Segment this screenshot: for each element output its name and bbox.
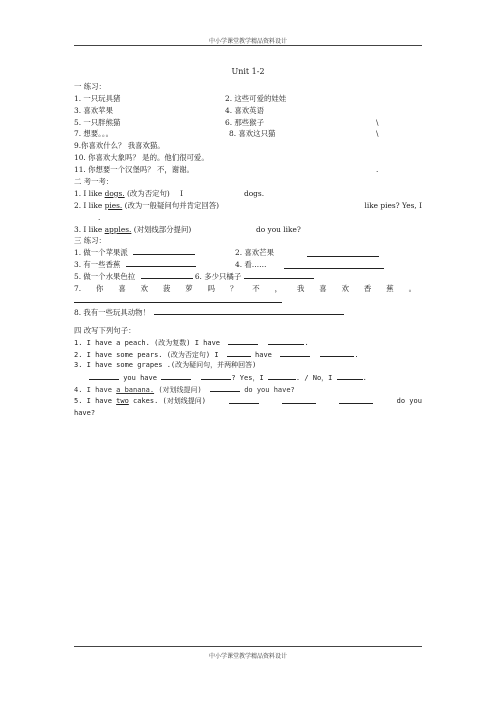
item-text: 3. I like	[74, 224, 103, 234]
list-item: have?	[74, 408, 96, 417]
answer-blank[interactable]	[210, 384, 240, 392]
section4-heading: 四 改写下列句子：	[74, 325, 136, 335]
instruction-note: (改为一般疑问句并肯定回答)	[124, 200, 220, 210]
answer-blank[interactable]	[201, 372, 231, 380]
item-text: ，	[274, 284, 283, 294]
worksheet-title: Unit 1-2	[231, 67, 265, 76]
item-text: you have	[123, 374, 157, 383]
item-text: have	[255, 350, 272, 359]
item-text: 6. 那些猴子	[225, 117, 264, 127]
underlined-word: dogs.	[104, 188, 125, 198]
list-item	[74, 212, 422, 224]
header-rule	[74, 45, 422, 46]
list-item	[74, 188, 422, 200]
item-text: .	[98, 212, 101, 222]
answer-blank[interactable]	[339, 396, 373, 404]
item-text: 欢	[341, 284, 349, 294]
item-text: 2. 这些可爱的娃娃	[225, 93, 287, 103]
item-text: 1. I have a peach. (改为复数) I have	[74, 338, 221, 347]
item-text: 蕉	[386, 284, 394, 294]
item-text: 1. 一只玩具猪	[74, 93, 121, 103]
answer-blank[interactable]	[228, 337, 258, 345]
answer-blank[interactable]	[161, 372, 191, 380]
stray-mark: .	[376, 165, 379, 175]
answer-blank[interactable]	[320, 349, 354, 357]
answer-blank[interactable]	[89, 372, 119, 380]
item-text: like pies? Yes, I	[364, 200, 422, 210]
item-text: 11. 你想要一个汉堡吗？ 不，谢谢。	[74, 165, 194, 175]
answer-blank[interactable]	[337, 372, 363, 380]
answer-blank[interactable]	[126, 259, 196, 267]
list-item: you have ? Yes，I . / No，I .	[74, 372, 422, 384]
list-item	[74, 200, 422, 212]
answer-blank[interactable]	[229, 396, 259, 404]
item-text: 香	[363, 284, 372, 294]
list-item	[74, 259, 422, 271]
item-text: 8. 喜欢这只猫	[229, 129, 276, 139]
answer-blank[interactable]	[284, 261, 384, 269]
section3-heading: 三 练习：	[74, 236, 106, 246]
item-text: 7. 想要。。。	[74, 129, 113, 139]
item-text: 7.	[74, 284, 82, 294]
item-text: 4. 喜欢英语	[225, 105, 264, 115]
item-text: 3. 喜欢苹果	[74, 105, 113, 115]
instruction-note: (对划线提问)	[158, 386, 202, 395]
underlined-word: two	[116, 397, 129, 406]
list-item: 3. I have some grapes .(改为疑问句，并两种回答)	[74, 361, 257, 370]
item-text: 2. 喜欢芒果	[235, 248, 274, 258]
item-text: 。	[408, 284, 416, 294]
item-text: 菠	[162, 284, 171, 294]
item-text: 吗	[207, 284, 216, 294]
underlined-word: pies.	[104, 200, 123, 210]
item-text: ? Yes，I	[231, 374, 264, 383]
list-item: 2. I have some pears. (改为否定句) I have .	[74, 350, 359, 359]
answer-blank[interactable]	[282, 396, 316, 404]
instruction-note: (对划线部分提问)	[133, 224, 192, 234]
list-item	[74, 117, 422, 129]
list-item: 1. I have a peach. (改为复数) I have .	[74, 338, 309, 347]
answer-blank[interactable]	[268, 372, 296, 380]
list-item: 10. 你喜欢大象吗？ 是的。他们很可爱。	[74, 153, 209, 163]
page-footer: 中小学课堂教学精品资料设计	[208, 653, 287, 660]
item-text: 6. 多少只橘子	[194, 272, 242, 282]
list-item	[74, 93, 422, 105]
answer-blank[interactable]	[244, 271, 314, 279]
item-text: 喜	[319, 284, 327, 294]
item-text: 喜	[118, 284, 126, 294]
answer-blank[interactable]	[280, 349, 310, 357]
stray-mark: \	[376, 117, 379, 127]
item-text: I	[180, 188, 184, 198]
answer-blank[interactable]	[307, 249, 379, 257]
answer-blank[interactable]	[74, 295, 282, 303]
list-item	[74, 224, 422, 236]
page-header: 中小学课堂教学精品资料设计	[208, 38, 287, 45]
answer-blank[interactable]	[133, 247, 195, 255]
stray-mark: \	[376, 129, 379, 139]
item-text: 5. I have	[74, 397, 112, 406]
worksheet	[74, 66, 422, 420]
list-item	[74, 164, 422, 176]
item-text: 你	[95, 284, 104, 294]
section2-heading: 二 考一考：	[74, 177, 114, 187]
answer-blank[interactable]	[268, 337, 304, 345]
item-text: do you like?	[256, 224, 301, 234]
item-text: 5. 做一个水果色拉	[74, 272, 136, 282]
item-text: 5. 一只胖熊猫	[74, 117, 121, 127]
list-item: 9.你喜欢什么？ 我喜欢猫。	[74, 141, 165, 151]
item-text: 4. I have	[74, 386, 112, 395]
answer-blank[interactable]	[141, 271, 193, 279]
item-text: cakes. (对划线提问)	[133, 397, 206, 406]
item-text: 2. I like	[74, 200, 103, 210]
item-text: 萝	[185, 284, 193, 294]
list-item	[74, 295, 422, 307]
underlined-word: apples.	[104, 224, 132, 234]
list-item	[74, 105, 422, 117]
item-text: 8. 我有一些玩具动物！	[74, 307, 150, 317]
item-text: 4. 看……	[235, 260, 267, 270]
item-text: do you have?	[244, 386, 295, 395]
item-text: . / No，I	[295, 374, 333, 383]
underlined-word: a banana.	[116, 386, 155, 395]
list-item	[74, 271, 422, 283]
item-text: 不	[252, 284, 260, 294]
item-text: 2. I have some pears. (改为否定句) I	[74, 350, 219, 359]
answer-blank[interactable]	[227, 349, 251, 357]
answer-blank[interactable]	[154, 307, 344, 315]
list-item	[74, 396, 422, 408]
list-item	[74, 247, 422, 259]
item-text: 我	[296, 284, 305, 294]
list-item	[74, 283, 422, 295]
item-text: 欢	[140, 284, 149, 294]
list-item	[74, 307, 422, 319]
item-text: dogs.	[244, 188, 265, 198]
item-text: 1. I like	[74, 188, 103, 198]
item-text: 3. 有一些香蕉	[74, 260, 121, 270]
item-text: 1. 做一个苹果派	[74, 248, 128, 258]
list-item	[74, 128, 422, 140]
section1-heading: 一 练习：	[74, 81, 106, 91]
list-item	[74, 384, 422, 396]
footer-rule	[74, 646, 422, 647]
instruction-note: (改为否定句)	[127, 188, 170, 198]
item-text: do you	[396, 397, 422, 406]
item-text: ？	[229, 284, 238, 294]
